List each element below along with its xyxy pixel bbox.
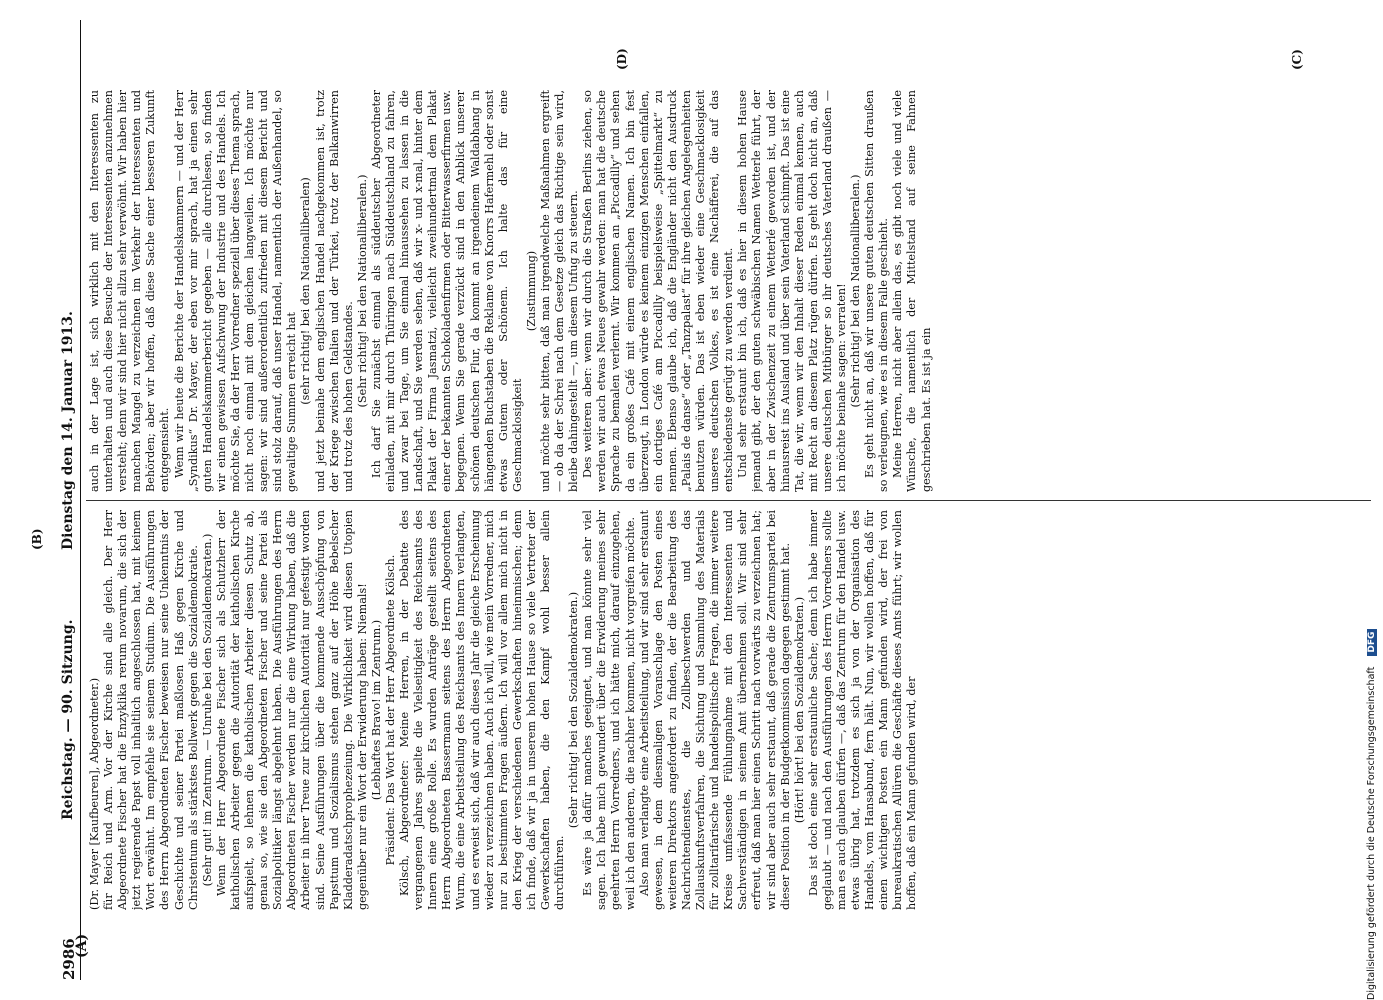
paragraph: Es wäre ja dafür manches geeignet, und man könnte sehr viel sagen. Ich habe mich gewundert über die Erwiderung meines sehr geehrten Herrn Vorredners, und ich hätte mich, darauf einzugehen, weil ich den anderen, die nachher kommen, nicht vorgreifen möchte.: [581, 510, 637, 910]
credit-text: Digitalisierung gefördert durch die Deutsche Forschungsgemeinschaft: [1366, 666, 1377, 1000]
paragraph: Es geht nicht an, daß wir unsere guten deutschen Sitten draußen so verleugnen, wie es in diesem Falle geschieht.: [863, 90, 891, 492]
interjection: (Hört! hört! bei den Sozialdemokraten.): [792, 596, 806, 824]
interjection: (Sehr richtig! bei den Nationalliberalen.): [849, 174, 863, 408]
interjection: (Sehr richtig! bei den Nationalliberalen.): [355, 174, 369, 408]
interjection: (Zustimmung): [524, 250, 538, 332]
header-date: Dienstag den 14. Januar 1913.: [60, 311, 76, 550]
paragraph: Wenn wir heute die Berichte der Handelskammern — und der Herr „Syndikus“ Dr. Mayer, der eben vor mir sprach, hat ja einen sehr guten Handelskammerbericht gegeben — alle durchlesen, so finden wir einen gewissen Aufschwung der Industrie und des Handels. Ich möchte Sie, da der Herr Vorredner speziell über dieses Thema sprach, nicht noch einmal mit dem gleichen langweilen. Ich möchte nur sagen: wir sind außerordentlich zufrieden mit diesem Bericht und sind stolz darauf, daß unser Handel, namentlich der Außenhandel, so gewaltige Summen erreicht hat: [172, 90, 299, 492]
margin-marker-d: (D): [615, 48, 629, 70]
paragraph: Ich darf Sie zunächst einmal als süddeutscher Abgeordneter einladen, mit mir durch Thüringen nach Süddeutschland zu fahren, und zwar bei Tage, um Sie einmal hinaussehen zu lassen in die Landschaft, und Sie werden sehen, daß wir x- und x-mal, hinter dem Plakat der Firma Jasmatzi, vielleicht zweihundertmal dem Plakat einer der bekannten Schokoladenfirmen oder Bitterwasserfirmen usw. begegnen. Wenn Sie gerade verzückt sind in den Anblick unserer schönen deutschen Flur, da kommt an irgendeinem Waldabhang in hängenden Buchstaben die Reklame von Knorrs Hafermehl oder sonst etwas Gutem oder Schönem. Ich halte das für eine Geschmacklosigkeit: [369, 90, 524, 492]
margin-marker-a: (A): [74, 933, 90, 958]
digitization-credit: [1366, 0, 1377, 1000]
paragraph: Kölsch, Abgeordneter: Meine Herren, in der Debatte des vergangenen Jahres spielte die Vielseitigkeit des Reichsamts des Innern eine große Rolle. Es wurden Anträge gestellt seitens des Herrn Abgeordneten Bassermann seitens des Herrn Abgeordneten Wurm, die eine Arbeitsteilung des Reichsamts des Innern verlangten, und es erweist sich, daß wir auch dieses Jahr die gleiche Erscheinung wieder zu verzeichnen haben. Auch ich will, wie mein Vorredner, mich nur zu bestimmten Fragen äußern. Ich will vor allem mich nicht in den Krieg der verschiedenen Gewerkschaften hineinmischen; denn ich finde, daß wir ja in unserem hohen Hause so viele Vertreter der Gewerkschaften haben, die den Kampf wohl besser allein durchführen.: [398, 510, 567, 910]
interjection: (sehr richtig! bei den Nationalliberalen): [299, 177, 313, 405]
paragraph: auch in der Lage ist, sich wirklich mit den Interessenten zu unterhalten und auch diese Besuche der Interessenten anzunehmen versteht; denn wir sind hier nicht allzu sehr verwöhnt. Wir haben hier manchen Mangel zu verzeichnen im Verkehr der Interessenten und Behörden; aber wir hoffen, daß diese Sache einer besseren Zukunft entgegensieht.: [88, 90, 172, 492]
interjection: (Sehr gut! im Zentrum. — Unruhe bei den Sozialdemokraten.): [200, 533, 214, 887]
column-divider: [86, 500, 1371, 501]
paragraph: Also man verlangte eine Arbeitsteilung, und wir sind sehr erstaunt gewesen, in dem diesmaligen Voranschlage den Posten eines weiteren Direktors angefordert zu finden, der die Bearbeitung des Nachrichtendienstes, die Zollbeschwerden und das Zollauskunftsverfahren, die Sichtung und Sammlung des Materials für zolltarifarische und handelspolitische Fragen, die immer weitere Kreise umfassende Fühlungnahme mit den Interessenten und Sachverständigen in seinem Amt übernehmen soll. Wir sind sehr erfreut, daß man hier einen Schritt nach vorwärts zu verzeichnen hat; wir sind aber auch sehr erstaunt, daß gerade die Zentrumspartei bei dieser Position in der Budgetkommission dagegen gestimmt hat.: [637, 510, 792, 910]
paragraph: Wenn der Herr Abgeordnete Fischer sich als Schutzherr der katholischen Arbeiter gegen die Autorität der katholischen Kirche aufspielt, so lehnen die katholischen Arbeiter diesen Schutz ab, genau so, wie sie den Abgeordneten Fischer und seine Partei als Sozialpolitiker längst abgelehnt haben. Die Ausführungen des Herrn Abgeordneten Fischer werden nur die eine Wirkung haben, daß die Arbeiter in ihrer Treue zur kirchlichen Autorität nur gefestigt worden sind. Seine Ausführungen über die kommende Ausschöpfung von Papsttum und Sozialismus stehen ganz auf der Höhe Bebelscher Kladderadatschprophezeiung. Die Wirklichkeit wird diesen Utopien gegenüber nur ein Wort der Erwiderung haben: Niemals!: [214, 510, 369, 910]
margin-marker-b: (B): [30, 528, 44, 550]
paragraph: Meine Herren, nicht aber allein das, es gibt noch viele und viele Wünsche, die namentlich der Mittelstand auf seine Fahnen geschrieben hat. Es ist ja ein: [891, 90, 933, 492]
right-text-column: [88, 90, 1378, 492]
margin-marker-c: (C): [1290, 49, 1304, 70]
page-number: 2986: [60, 938, 78, 980]
president-announcement: Präsident: Das Wort hat der Herr Abgeordnete Kölsch.: [383, 554, 397, 866]
paragraph: und möchte sehr bitten, daß man irgendwelche Maßnahmen ergreift — ob da der Schrei nach dem Gesetze gleich das Richtige sein wird, bleibe dahingestellt —, um diesem Unfug zu steuern.: [539, 90, 581, 492]
left-text-column: [88, 510, 1378, 910]
paragraph: Und sehr erstaunt bin ich, daß es hier in diesem hohen Hause jemand gibt, der den guten schwäbischen Namen Wetterle führt, der aber in der Zwischenzeit zu einem Wetterlé geworden ist, und der hinausreist ins Ausland und über sein Vaterland schimpft. Das ist eine Tat, die wir, wenn wir den Inhalt dieser Reden einmal kennen, auch mit Recht an diesem Platz rügen dürfen. Es geht doch nicht an, daß unsere deutschen Mitbürger so ihr deutsches Vaterland draußen — ich möchte beinahe sagen: verraten!: [736, 90, 848, 492]
dfg-logo: DFG: [1367, 629, 1377, 656]
interjection: (Lebhaftes Bravo! im Zentrum.): [369, 619, 383, 801]
paragraph: für Reich und Arm. Vor der Kirche sind alle gleich. Der Herr Abgeordnete Fischer hat die Enzyklika rerum novarum, die sich der jetzt regierende Papst voll inhaltlich angeschlossen hat, mit keinem Wort erwähnt. Im empfehle sie seinem Studium. Die Ausführungen des Herrn Abgeordneten Fischer beweisen nur seine Unkenntnis der Geschichte und seiner Partei maßlosen Haß gegen Kirche und Christentum als stärkstes Bollwerk gegen die Sozialdemokratie.: [102, 510, 200, 910]
interjection: (Sehr richtig! bei den Sozialdemokraten.): [567, 591, 581, 829]
paragraph: Das ist doch eine sehr erstaunliche Sache; denn ich habe immer geglaubt — und nach den Ausführungen des Herrn Vorredners sollte man es auch glauben dürfen —, daß das Zentrum für den Handel usw. etwas übrig hat, trotzdem es sich ja von der Organisation des Handels, vom Hansabund, fern hält. Nun, wir wollen hoffen, daß für einen wichtigen Posten ein Mann gefunden wird, der frei von bureaukratischen Allüren die Geschäfte dieses Amts führt; wir wollen hoffen, daß ein Mann gefunden wird, der: [806, 510, 919, 910]
page-header: [58, 20, 81, 980]
header-left-title: Reichstag. — 90. Sitzung.: [60, 619, 76, 820]
paragraph: Des weiteren aber: wenn wir durch die Straßen Berlins ziehen, so werden wir auch etwas Neues gewahr werden: man hat die deutsche Sprache zu bemalen verlernt. Wir kommen an „Piccadilly“ und sehen da ein großes Café mit einem englischen Namen. Ich bin fest überzeugt, in London würde es keinem einzigen Menschen einfallen, ein dortiges Café am Piccadilly beispielsweise „Spittelmarkt“ zu nennen. Ebenso glaube ich, daß die Engländer nicht den Ausdruck „Palais de danse“ oder „Tanzpalast“ für ihre gleichen Angelegenheiten benutzen würden. Das ist eben wieder eine Geschmacklosigkeit unseres deutschen Volkes, es ist eine Nachäfferei, die auf das entschiedenste gerügt zu werden verdient.: [581, 90, 736, 492]
speaker-reference: (Dr. Mayer [Kaufbeuren], Abgeordneter.): [88, 677, 101, 910]
paragraph: und jetzt beinahe dem englischen Handel nachgekommen ist, trotz der Kriege zwischen Italien und der Türkei, trotz der Balkanwirren und trotz des hohen Geldstandes.: [313, 90, 355, 492]
